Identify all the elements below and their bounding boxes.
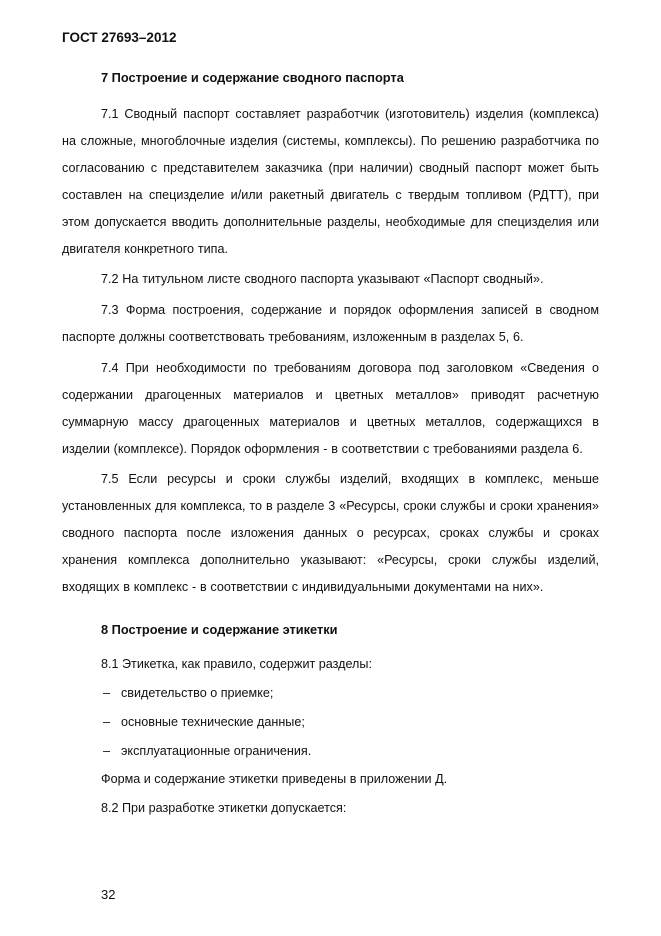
list-item — [103, 744, 311, 758]
section-8-title: 8 Построение и содержание этикетки — [101, 622, 338, 637]
paragraph-7-4: 7.4 При необходимости по требованиям договора под заголовком «Сведения о содержании драгоценных материалов и цветных металлов» приводят расчетную суммарную массу драгоценных материалов и цветных металлов, содержащихся в изделии (комплексе). Порядок оформления - в соответствии с требованиями раздела 6. — [62, 361, 599, 456]
dash-marker: – — [103, 744, 111, 758]
paragraph-7-3: 7.3 Форма построения, содержание и порядок оформления записей в сводном паспорте должны соответствовать требованиям, изложенным в разделах 5, 6. — [62, 303, 599, 344]
paragraph-8-2: 8.2 При разработке этикетки допускается: — [101, 801, 347, 815]
document-header: ГОСТ 27693–2012 — [62, 30, 177, 45]
list-item — [103, 686, 273, 700]
paragraph-7-1: 7.1 Сводный паспорт составляет разработчик (изготовитель) изделия (комплекса) на сложные, многоблочные изделия (системы, комплексы). По решению разработчика по согласованию с представителем заказчика (при наличии) сводный паспорт может быть составлен на специзделие и/или ракетный двигатель с твердым топливом (РДТТ), при этом допускается вводить дополнительные разделы, необходимые для специзделия или двигателя конкретного типа. — [62, 107, 599, 256]
list-item-text: эксплуатационные ограничения. — [121, 744, 312, 758]
list-item-text: основные технические данные; — [121, 715, 305, 729]
page-number: 32 — [101, 887, 116, 902]
paragraph-7-5: 7.5 Если ресурсы и сроки службы изделий, входящих в комплекс, меньше установленных для комплекса, то в разделе 3 «Ресурсы, сроки службы и сроки хранения» сводного паспорта после изложения данных о ресурсах, сроках службы и сроках хранения комплекса дополнительно указывают: «Ресурсы, сроки службы изделий, входящих в комплекс - в соответствии с индивидуальными документами на них». — [62, 472, 599, 594]
section-7-title: 7 Построение и содержание сводного паспорта — [101, 70, 404, 85]
dash-marker: – — [103, 686, 111, 700]
form-note: Форма и содержание этикетки приведены в приложении Д. — [101, 772, 448, 786]
dash-marker: – — [103, 715, 111, 729]
list-item-text: свидетельство о приемке; — [121, 686, 274, 700]
list-item — [103, 715, 305, 729]
paragraph-8-1: 8.1 Этикетка, как правило, содержит разделы: — [101, 657, 372, 671]
paragraph-7-2: 7.2 На титульном листе сводного паспорта указывают «Паспорт сводный». — [101, 272, 544, 286]
